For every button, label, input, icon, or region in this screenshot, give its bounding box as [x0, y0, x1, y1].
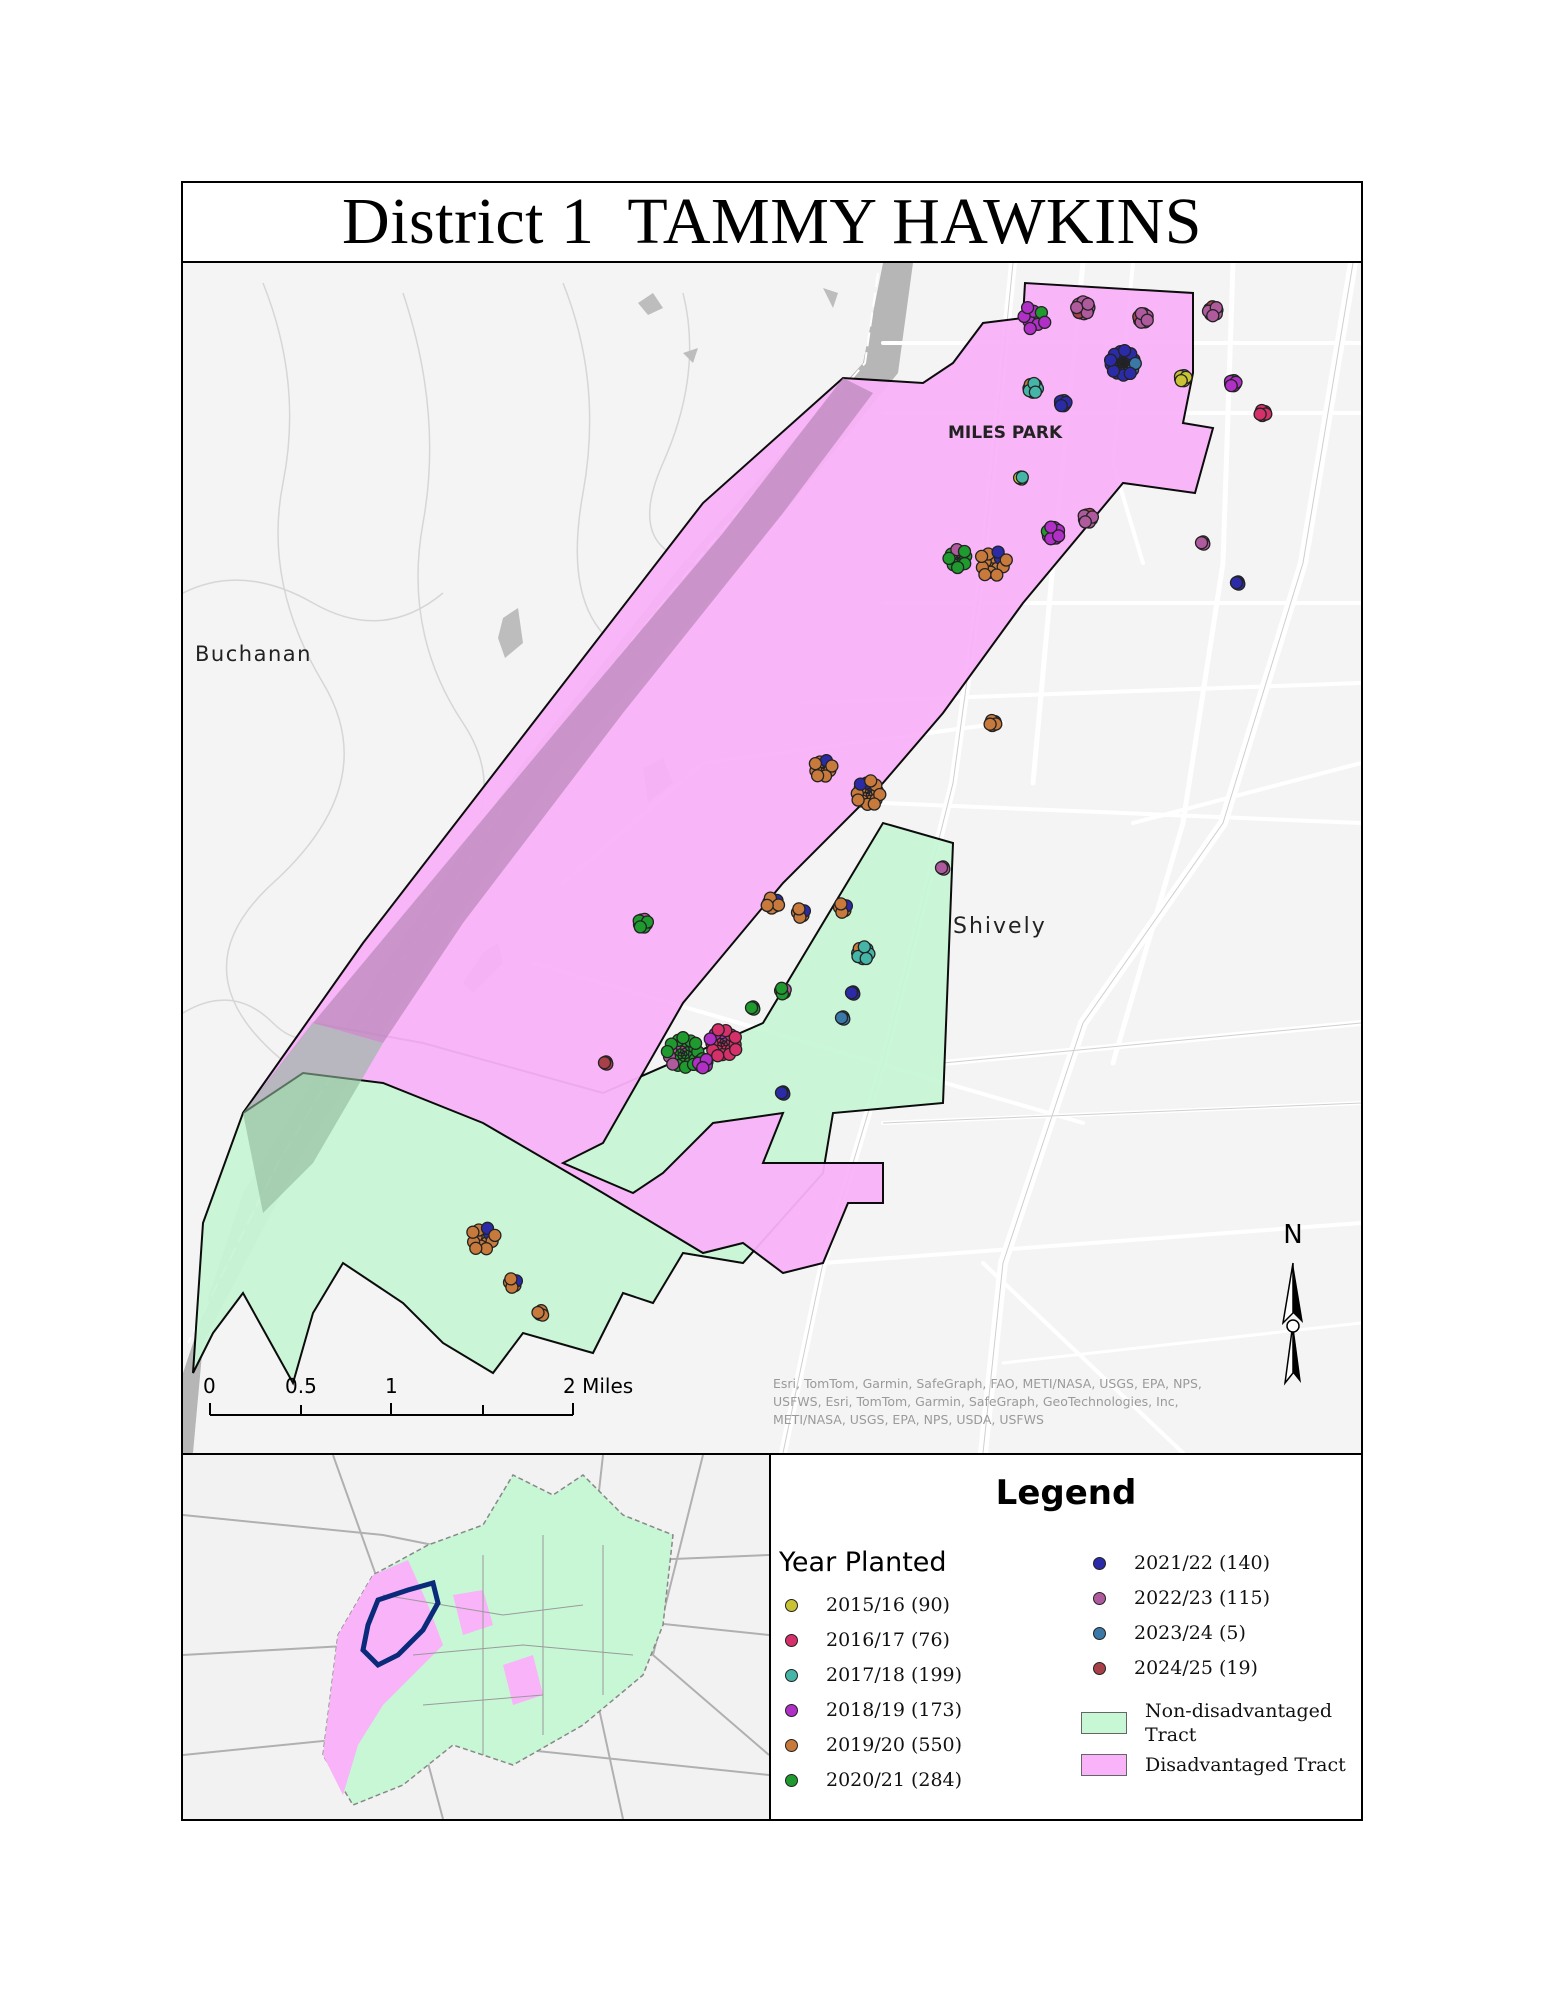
- planting-point[interactable]: [730, 1044, 742, 1056]
- planting-point[interactable]: [667, 1058, 679, 1070]
- planting-point[interactable]: [712, 1050, 724, 1062]
- legend-dot-icon: [1093, 1592, 1106, 1605]
- planting-point[interactable]: [1231, 577, 1243, 589]
- planting-point[interactable]: [690, 1037, 702, 1049]
- label-shively: Shively: [953, 914, 1047, 939]
- planting-point[interactable]: [858, 941, 870, 953]
- planting-point[interactable]: [1082, 298, 1094, 310]
- planting-point[interactable]: [793, 903, 805, 915]
- planting-point[interactable]: [1053, 530, 1065, 542]
- legend-item-label: 2020/21 (284): [826, 1769, 963, 1791]
- legend-panel: [771, 1455, 1361, 1819]
- planting-point[interactable]: [1071, 302, 1083, 314]
- attribution-line-1: Esri, TomTom, Garmin, SafeGraph, FAO, METI/NASA, USGS, EPA, NPS,: [773, 1376, 1202, 1391]
- planting-point[interactable]: [1254, 408, 1266, 420]
- legend-item-year: [785, 1663, 962, 1687]
- scale-tick-2-miles: 2 Miles: [563, 1374, 634, 1398]
- legend-item-label: Disadvantaged Tract: [1145, 1754, 1346, 1776]
- scale-tick-0-5: 0.5: [285, 1374, 317, 1398]
- legend-item-year: [785, 1698, 962, 1722]
- planting-point[interactable]: [959, 546, 971, 558]
- planting-point[interactable]: [836, 1012, 848, 1024]
- legend-dot-icon: [785, 1774, 798, 1787]
- attribution-line-3: METI/NASA, USGS, EPA, NPS, USDA, USFWS: [773, 1412, 1044, 1427]
- planting-point[interactable]: [860, 953, 872, 965]
- planting-point[interactable]: [1022, 302, 1034, 314]
- legend-item-label: 2015/16 (90): [826, 1594, 950, 1616]
- planting-point[interactable]: [677, 1032, 689, 1044]
- legend-item-label: 2021/22 (140): [1134, 1552, 1271, 1574]
- legend-item-year: [785, 1593, 950, 1617]
- legend-swatch-icon: [1081, 1754, 1127, 1776]
- main-map[interactable]: [183, 263, 1361, 1453]
- legend-title: Legend: [995, 1473, 1137, 1513]
- legend-item-year: [1093, 1551, 1270, 1575]
- legend-item-year: [1093, 1656, 1258, 1680]
- planting-point[interactable]: [776, 982, 788, 994]
- planting-point[interactable]: [697, 1062, 709, 1074]
- planting-point[interactable]: [746, 1002, 758, 1014]
- planting-point[interactable]: [489, 1229, 501, 1241]
- inset-locator-map[interactable]: [183, 1455, 771, 1819]
- legend-heading-year-planted: Year Planted: [779, 1547, 947, 1578]
- planting-point[interactable]: [812, 770, 824, 782]
- legend-item-year: [785, 1733, 962, 1757]
- planting-point[interactable]: [1055, 400, 1067, 412]
- planting-point[interactable]: [826, 760, 838, 772]
- planting-point[interactable]: [1024, 323, 1036, 335]
- planting-point[interactable]: [984, 718, 996, 730]
- planting-point[interactable]: [976, 550, 988, 562]
- legend-item-year: [785, 1628, 950, 1652]
- north-arrow-label: N: [1283, 1220, 1303, 1250]
- planting-point[interactable]: [729, 1031, 741, 1043]
- planting-point[interactable]: [952, 562, 964, 574]
- planting-point[interactable]: [1196, 537, 1208, 549]
- legend-dot-icon: [785, 1739, 798, 1752]
- map-frame: [181, 181, 1363, 1821]
- legend-dot-icon: [1093, 1557, 1106, 1570]
- planting-point[interactable]: [773, 899, 785, 911]
- planting-point[interactable]: [991, 569, 1003, 581]
- planting-point[interactable]: [865, 775, 877, 787]
- planting-point[interactable]: [846, 987, 858, 999]
- planting-point[interactable]: [1141, 314, 1153, 326]
- bottom-panel: [183, 1453, 1361, 1819]
- title-bar: [183, 183, 1361, 263]
- planting-point[interactable]: [1105, 354, 1117, 366]
- planting-point[interactable]: [868, 798, 880, 810]
- legend-item-label: Non-disadvantaged Tract: [1145, 1700, 1333, 1746]
- legend-dot-icon: [1093, 1662, 1106, 1675]
- label-buchanan: Buchanan: [195, 642, 312, 666]
- legend-item-tract: [1081, 1699, 1332, 1747]
- planting-point[interactable]: [1039, 316, 1051, 328]
- legend-item-label: 2016/17 (76): [826, 1629, 950, 1651]
- legend-item-label: 2024/25 (19): [1134, 1657, 1258, 1679]
- planting-point[interactable]: [1029, 386, 1041, 398]
- planting-point[interactable]: [661, 1046, 673, 1058]
- planting-point[interactable]: [532, 1307, 544, 1319]
- legend-item-year: [1093, 1586, 1270, 1610]
- planting-point[interactable]: [1108, 365, 1120, 377]
- legend-dot-icon: [785, 1634, 798, 1647]
- label-miles-park: MILES PARK: [948, 423, 1063, 443]
- legend-item-label: 2019/20 (550): [826, 1734, 963, 1756]
- planting-point[interactable]: [467, 1226, 479, 1238]
- legend-dot-icon: [1093, 1627, 1106, 1640]
- planting-point[interactable]: [505, 1273, 517, 1285]
- legend-item-year: [1093, 1621, 1246, 1645]
- planting-point[interactable]: [761, 899, 773, 911]
- planting-point[interactable]: [936, 862, 948, 874]
- planting-point[interactable]: [1124, 367, 1136, 379]
- legend-dot-icon: [785, 1669, 798, 1682]
- planting-point[interactable]: [634, 921, 646, 933]
- planting-point[interactable]: [809, 758, 821, 770]
- legend-dot-icon: [785, 1599, 798, 1612]
- legend-item-label: 2023/24 (5): [1134, 1622, 1246, 1644]
- legend-item-year: [785, 1768, 962, 1792]
- planting-point[interactable]: [1079, 516, 1091, 528]
- legend-dot-icon: [785, 1704, 798, 1717]
- planting-point[interactable]: [712, 1024, 724, 1036]
- legend-swatch-icon: [1081, 1712, 1127, 1734]
- legend-item-label: 2022/23 (115): [1134, 1587, 1271, 1609]
- planting-point[interactable]: [1175, 375, 1187, 387]
- legend-item-label: 2017/18 (199): [826, 1664, 963, 1686]
- planting-point[interactable]: [1225, 380, 1237, 392]
- attribution-line-2: USFWS, Esri, TomTom, Garmin, SafeGraph, GeoTechnologies, Inc,: [773, 1394, 1179, 1409]
- planting-point[interactable]: [776, 1087, 788, 1099]
- legend-item-tract: [1081, 1753, 1346, 1777]
- planting-point[interactable]: [1207, 310, 1219, 322]
- planting-point[interactable]: [470, 1242, 482, 1254]
- scale-tick-1: 1: [385, 1374, 398, 1398]
- map-title: District 1 TAMMY HAWKINS: [342, 185, 1202, 258]
- planting-point[interactable]: [1000, 554, 1012, 566]
- scale-tick-0: 0: [203, 1374, 216, 1398]
- planting-point[interactable]: [979, 569, 991, 581]
- planting-point[interactable]: [852, 794, 864, 806]
- legend-item-label: 2018/19 (173): [826, 1699, 963, 1721]
- planting-point[interactable]: [599, 1057, 611, 1069]
- planting-point[interactable]: [1016, 471, 1028, 483]
- planting-point[interactable]: [835, 898, 847, 910]
- planting-point[interactable]: [1119, 345, 1131, 357]
